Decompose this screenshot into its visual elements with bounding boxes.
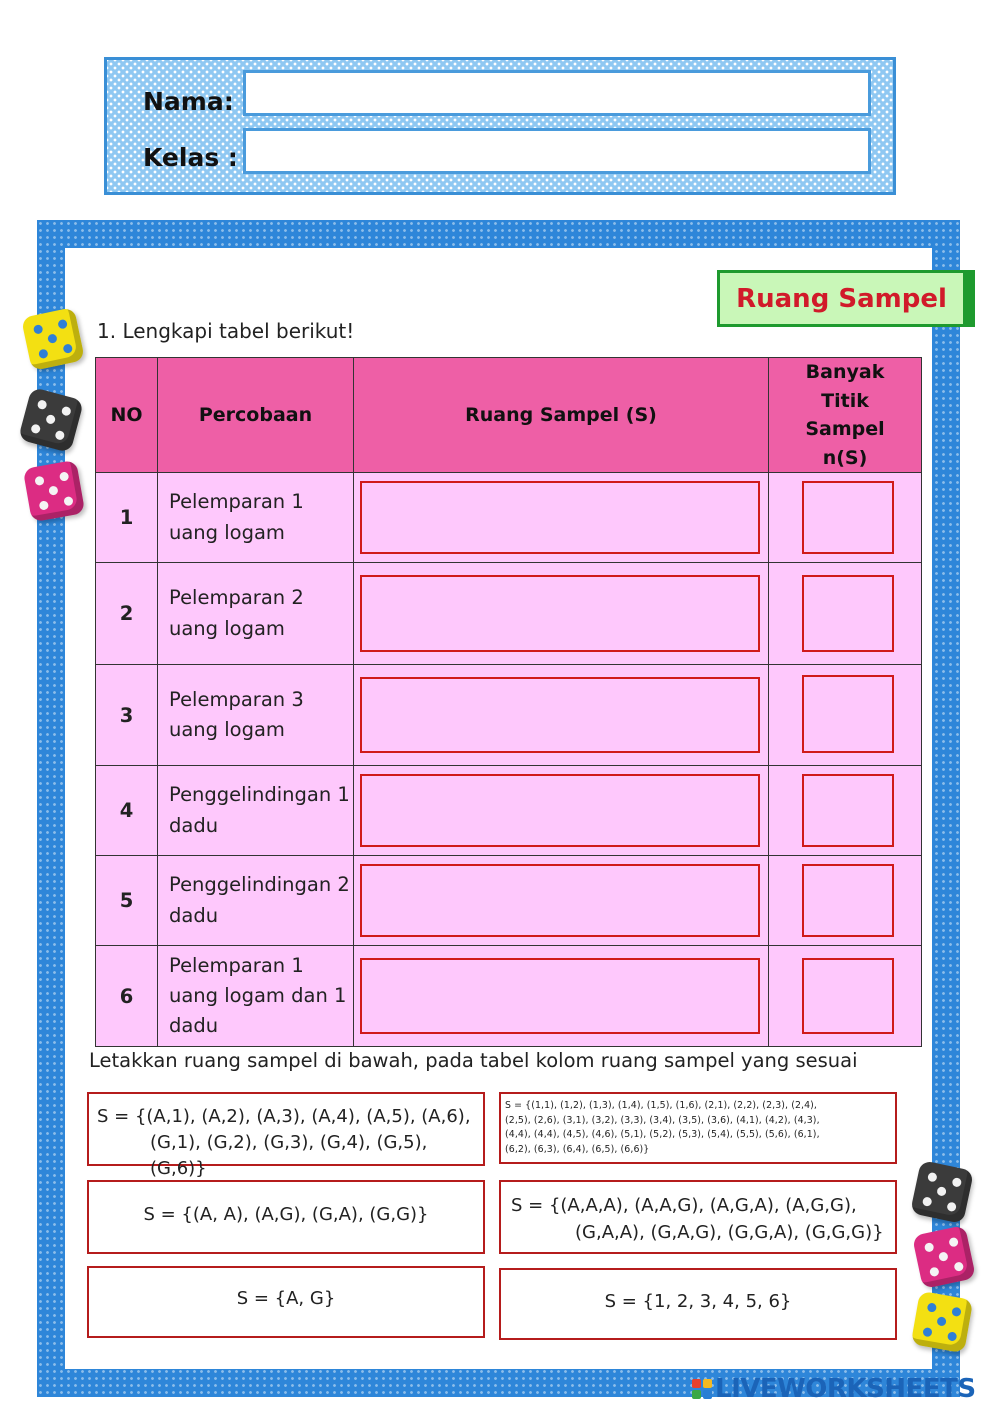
table-row [96,563,922,665]
instruction-text: 1. Lengkapi tabel berikut! [97,319,355,343]
row-experiment: Penggelindingan 1 dadu [158,766,354,856]
row-number: 6 [96,946,158,1047]
sample-space-drop-zone[interactable] [354,563,769,665]
logo-square [703,1390,712,1399]
row-experiment: Pelemparan 1 uang logam [158,473,354,563]
count-cell [769,473,922,563]
card-text: S = {1, 2, 3, 4, 5, 6} [604,1291,792,1312]
table-header-row [96,358,922,473]
card-text-line: S = {(A,1), (A,2), (A,3), (A,4), (A,5), (A,6), [97,1106,471,1127]
card-text: S = {(A, A), (A,G), (G,A), (G,G)} [143,1204,429,1225]
drop-box[interactable] [360,481,760,554]
drop-box[interactable] [360,864,760,937]
card-text-line: S = {(1,1), (1,2), (1,3), (1,4), (1,5), (1,6), (2,1), (2,2), (2,3), (2,4), [505,1100,817,1111]
answer-card-coin-die[interactable] [87,1092,485,1180]
answer-card-three-coins[interactable] [499,1180,897,1254]
class-input[interactable] [243,128,871,174]
sample-space-drop-zone[interactable] [354,856,769,946]
table-row [96,473,922,563]
row-experiment: Penggelindingan 2 dadu [158,856,354,946]
count-cell [769,563,922,665]
count-cell [769,665,922,766]
card-text-line: (6,2), (6,3), (6,4), (6,5), (6,6)} [505,1143,650,1155]
drag-instruction: Letakkan ruang sampel di bawah, pada tabel kolom ruang sampel yang sesuai [89,1049,858,1072]
logo-text: LIVEWORKSHEETS [715,1374,976,1404]
yellow-die-icon [21,307,85,371]
count-input[interactable] [802,958,894,1034]
count-cell [769,856,922,946]
row-number: 2 [96,563,158,665]
card-text-line: (G,1), (G,2), (G,3), (G,4), (G,5), (G,6)} [150,1132,428,1180]
yellow-die-icon [911,1291,974,1354]
class-label: Kelas : [143,143,238,172]
header-no: NO [96,358,158,473]
count-cell [769,766,922,856]
logo-mark-icon [692,1379,712,1399]
header-sample-space: Ruang Sampel (S) [354,358,769,473]
row-number: 5 [96,856,158,946]
drop-box[interactable] [360,677,760,753]
count-input[interactable] [802,774,894,847]
count-input[interactable] [802,675,894,753]
row-number: 3 [96,665,158,766]
sample-space-drop-zone[interactable] [354,766,769,856]
row-number: 1 [96,473,158,563]
count-input[interactable] [802,864,894,937]
sample-space-table [95,357,922,1047]
count-input[interactable] [802,575,894,652]
table-row [96,766,922,856]
logo-square [692,1390,701,1399]
sample-space-drop-zone[interactable] [354,946,769,1047]
header-count: Banyak Titik Sampel n(S) [769,358,922,473]
answer-card-one-coin[interactable] [87,1266,485,1338]
liveworksheets-logo [692,1374,976,1404]
drop-box[interactable] [360,774,760,847]
name-input[interactable] [243,70,871,116]
row-experiment: Pelemparan 2 uang logam [158,563,354,665]
card-text-line: S = {(A,A,A), (A,A,G), (A,G,A), (A,G,G), [511,1195,857,1216]
page-title: Ruang Sampel [717,270,975,327]
row-number: 4 [96,766,158,856]
table-row [96,856,922,946]
table-row [96,665,922,766]
answer-card-two-coins[interactable] [87,1180,485,1254]
count-cell [769,946,922,1047]
student-info-box [104,57,896,195]
table-row [96,946,922,1047]
header-experiment: Percobaan [158,358,354,473]
pink-die-icon [912,1225,976,1289]
sample-space-drop-zone[interactable] [354,665,769,766]
card-text: S = {A, G} [236,1288,336,1309]
drop-box[interactable] [360,575,760,652]
answer-card-one-die[interactable] [499,1268,897,1340]
drop-box[interactable] [360,958,760,1034]
sample-space-drop-zone[interactable] [354,473,769,563]
row-experiment: Pelemparan 3 uang logam [158,665,354,766]
card-text-line: (4,4), (4,4), (4,5), (4,6), (5,1), (5,2), (5,3), (5,4), (5,5), (5,6), (6,1), [505,1129,820,1141]
logo-square [703,1379,712,1388]
answer-card-two-dice[interactable] [499,1092,897,1164]
pink-die-icon [23,460,86,523]
count-input[interactable] [802,481,894,554]
card-text-line: (G,A,A), (G,A,G), (G,G,A), (G,G,G)} [575,1222,884,1243]
row-experiment: Pelemparan 1 uang logam dan 1 dadu [158,946,354,1047]
logo-square [692,1379,701,1388]
black-die-icon [910,1160,974,1224]
card-text-line: (2,5), (2,6), (3,1), (3,2), (3,3), (3,4), (3,5), (3,6), (4,1), (4,2), (4,3), [505,1114,820,1126]
name-label: Nama: [143,87,234,116]
